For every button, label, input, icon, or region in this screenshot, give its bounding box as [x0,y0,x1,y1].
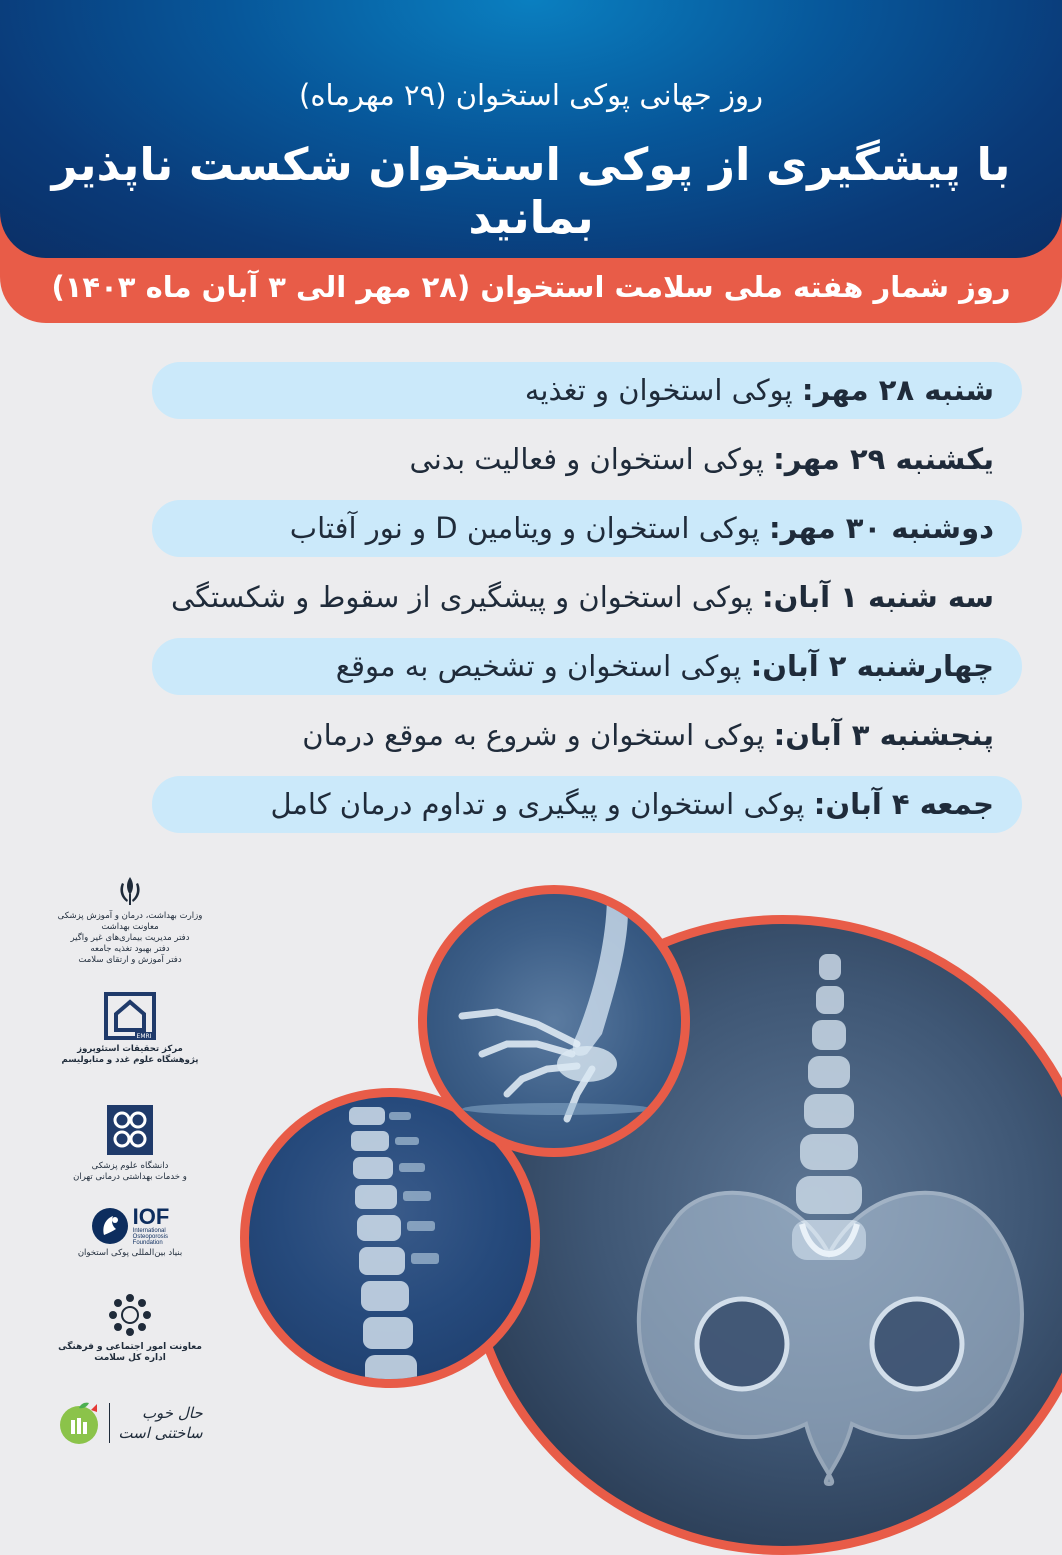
schedule-row-thursday [152,707,1022,764]
day-topic: پوکی استخوان و تغذیه [524,373,793,407]
emri-caption-line: مرکز تحقیقات استئوپروز [77,1044,183,1054]
iof-logo [40,1206,220,1259]
hand-image [418,885,690,1157]
iof-caption: بنیاد بین‌المللی پوکی استخوان [77,1248,183,1258]
ministry-logo [40,875,220,966]
iof-sub-line: Osteoporosis [132,1234,169,1240]
week-banner: روز شمار هفته ملی سلامت استخوان (۲۸ مهر الی ۳ آبان ماه ۱۴۰۳) [51,270,1011,304]
slogan-line: حال خوب [141,1404,203,1422]
municipality-logo [40,1292,220,1364]
supertitle: روز جهانی پوکی استخوان (۲۹ مهرماه) [299,78,763,112]
day-label: شنبه ۲۸ مهر: [801,373,994,407]
day-label: جمعه ۴ آبان: [813,787,994,821]
slogan-line: ساختنی است [118,1424,203,1442]
schedule-row-sunday [152,431,1022,488]
ministry-caption-line: معاونت بهداشت [101,922,159,932]
tums-logo [40,1103,220,1183]
municipality-caption-line: اداره کل سلامت [94,1353,166,1363]
schedule-row-tuesday [152,569,1022,626]
day-label: سه شنبه ۱ آبان: [762,580,994,614]
emri-house-icon [104,992,156,1040]
emri-mark: EMRI [136,1033,152,1040]
emri-logo [40,992,220,1066]
slogan-logo [40,1400,220,1446]
day-label: دوشنبه ۳۰ مهر: [768,511,994,545]
day-topic: پوکی استخوان و تشخیص به موقع [335,649,742,683]
iof-sub-line: International [132,1228,166,1234]
iran-emblem-icon [116,875,144,907]
schedule-row-monday [152,500,1022,557]
schedule-row-saturday [152,362,1022,419]
main-title: با پیشگیری از پوکی استخوان شکست ناپذیر بمانید [51,138,1011,244]
ministry-caption-line: دفتر آموزش و ارتقای سلامت [78,955,182,965]
tums-emblem-icon [105,1103,155,1157]
day-topic: پوکی استخوان و پیشگیری از سقوط و شکستگی [170,580,753,614]
skeleton-imagery [240,870,1062,1489]
day-label: پنجشنبه ۳ آبان: [773,718,994,752]
ministry-caption-line: دفتر مدیریت بیماری‌های غیر واگیر [70,933,190,943]
healthy-apple-icon [57,1400,101,1446]
day-topic: پوکی استخوان و فعالیت بدنی [409,442,764,476]
schedule-row-wednesday [152,638,1022,695]
day-topic: پوکی استخوان و شروع به موقع درمان [302,718,765,752]
tums-caption-line: دانشگاه علوم پزشکی [91,1161,169,1171]
ministry-caption-line: وزارت بهداشت، درمان و آموزش پزشکی [57,911,203,921]
municipality-caption-line: معاونت امور اجتماعی و فرهنگی [58,1342,202,1352]
tums-caption-line: و خدمات بهداشتی درمانی تهران [73,1172,187,1182]
day-topic: پوکی استخوان و ویتامین D و نور آفتاب [289,511,760,545]
day-label: یکشنبه ۲۹ مهر: [773,442,994,476]
iof-sub-line: Foundation [132,1240,163,1246]
schedule-row-friday [152,776,1022,833]
iof-mark: IOF [132,1204,170,1229]
ministry-caption-line: دفتر بهبود تغذیه جامعه [90,944,170,954]
emri-caption-line: پژوهشگاه علوم غدد و متابولیسم [61,1055,199,1065]
partner-logos [40,870,220,1480]
day-label: چهارشنبه ۲ آبان: [750,649,994,683]
iof-circle-icon [91,1207,129,1245]
header [0,0,1062,258]
tehran-municipality-icon [107,1292,153,1338]
day-topic: پوکی استخوان و پیگیری و تداوم درمان کامل [270,787,805,821]
